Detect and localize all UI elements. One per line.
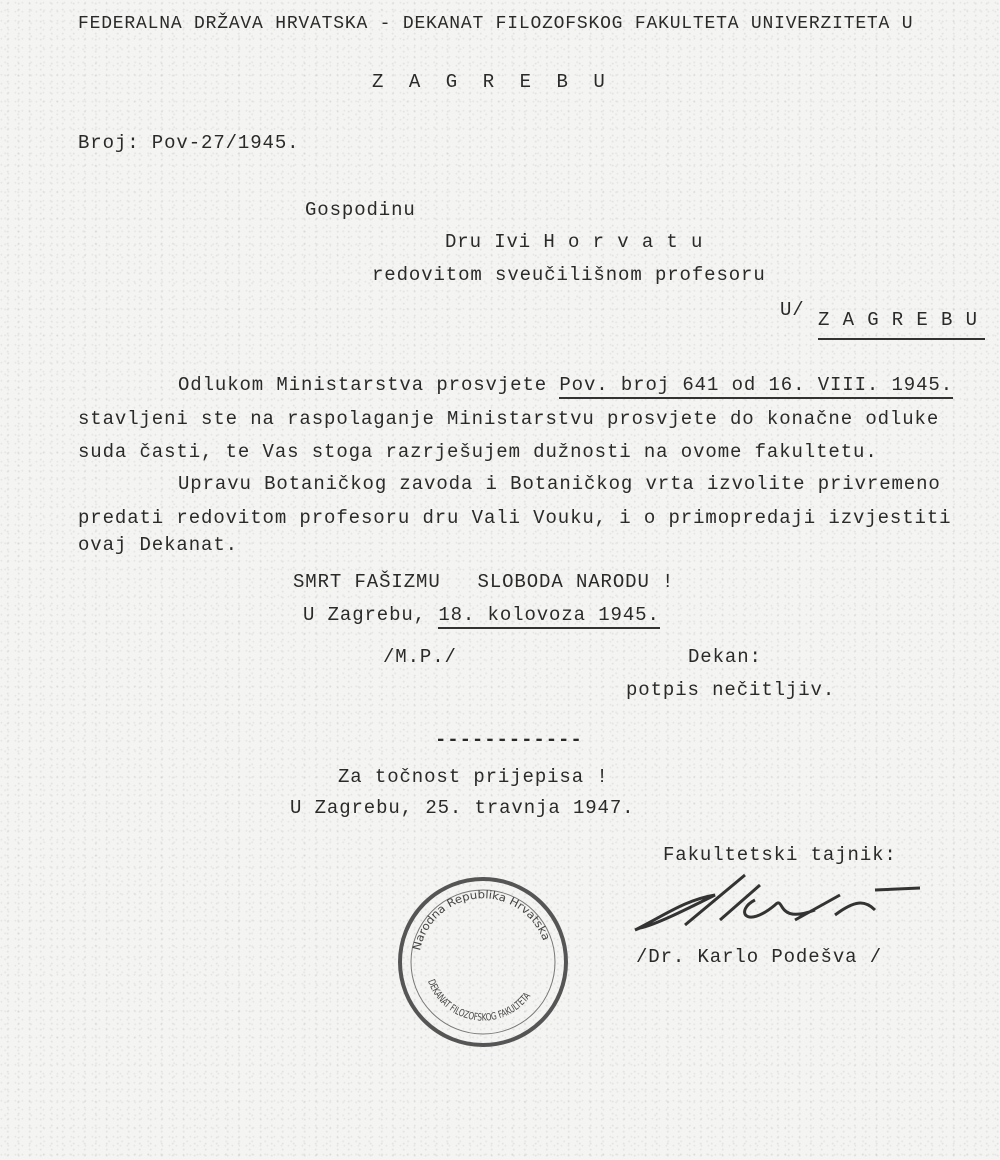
paragraph-1-line-3: suda časti, te Vas stoga razrješujem dužnosti na ovome fakultetu. — [78, 441, 878, 463]
paragraph-1-line-1 — [178, 373, 953, 397]
paragraph-2-line-2: predati redovitom profesoru dru Vali Vouku, i o primopredaji izvjestiti — [78, 507, 952, 529]
svg-text:DEKANAT FILOZOFSKOG FAKULTETA — [425, 978, 533, 1024]
place-date — [303, 603, 660, 627]
stamp-bottom-text: DEKANAT FILOZOFSKOG FAKULTETA — [425, 978, 535, 1024]
secretary-name: /Dr. Karlo Podešva / — [636, 946, 883, 968]
header-line-2: Z A G R E B U — [372, 71, 606, 93]
official-stamp — [398, 877, 568, 1047]
addressee-name: Dru Ivi H o r v a t u — [445, 231, 704, 253]
salutation: Gospodinu — [305, 199, 416, 221]
decision-reference: Pov. broj 641 od 16. VIII. 1945. — [559, 374, 953, 399]
certification-line-2: U Zagrebu, 25. travnja 1947. — [290, 797, 635, 819]
certification-line-1: Za točnost prijepisa ! — [338, 766, 609, 788]
paragraph-2-line-1: Upravu Botaničkog zavoda i Botaničkog vrta izvolite privremeno — [178, 473, 941, 495]
slogan: SMRT FAŠIZMU SLOBODA NARODU ! — [293, 571, 675, 593]
header-line-1: FEDERALNA DRŽAVA HRVATSKA - DEKANAT FILOZOFSKOG FAKULTETA UNIVERZITETA U — [78, 14, 914, 34]
stamp-top-text: Narodna Republika Hrvatska — [410, 888, 553, 952]
paragraph-1-line-2: stavljeni ste na raspolaganje Ministarstvu prosvjete do konačne odluke — [78, 408, 940, 430]
place-date-prefix: U Zagrebu, — [303, 604, 439, 626]
addressee-title: redovitom sveučilišnom profesoru — [372, 264, 766, 286]
reference-number: Broj: Pov-27/1945. — [78, 132, 300, 154]
separator: ------------ — [435, 729, 583, 751]
issue-date: 18. kolovoza 1945. — [438, 604, 659, 629]
handwritten-signature — [625, 870, 925, 940]
city-prefix: U/ — [780, 299, 805, 321]
addressee-city: Z A G R E B U — [818, 308, 985, 340]
dean-signature-note: potpis nečitljiv. — [626, 679, 836, 701]
secretary-label: Fakultetski tajnik: — [663, 844, 897, 866]
mp-mark: /M.P./ — [383, 646, 457, 668]
dean-label: Dekan: — [688, 646, 762, 668]
svg-text:Narodna Republika Hrvatska — [410, 888, 553, 952]
p1-lead: Odlukom Ministarstva prosvjete — [178, 374, 560, 396]
paragraph-2-line-3: ovaj Dekanat. — [78, 534, 238, 556]
